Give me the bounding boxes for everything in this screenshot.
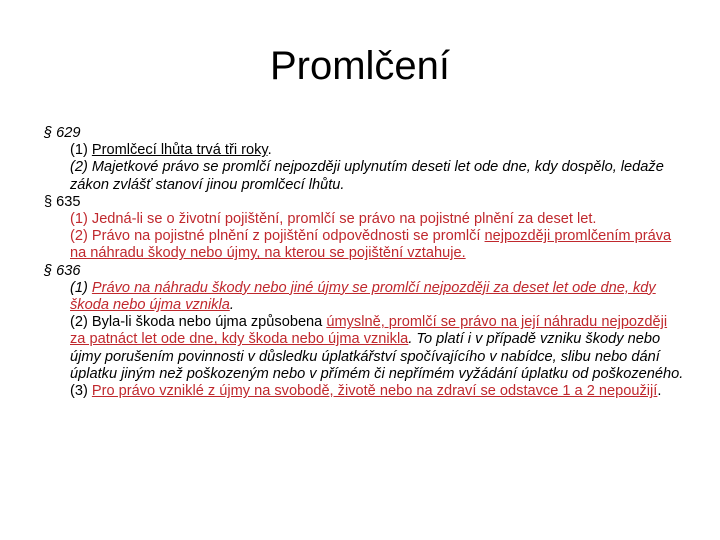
slide-title: Promlčení [269,44,451,88]
slide-body [44,125,684,400]
section-629-paragraph-1 [70,142,684,159]
highlighted-text: Promlčecí lhůta trvá tři roky [91,142,268,159]
paragraph-text: (2) Byla-li škoda nebo újma způsobena [70,314,327,331]
section-629-heading: § 629 [44,125,81,141]
section-636-paragraph-3 [70,383,684,400]
highlighted-text: úmyslně, promlčí se právo na její náhradu nejpozději za patnáct let ode dne, kdy škoda nebo újma vznikla [70,314,668,348]
section-635-paragraph-2 [70,228,684,262]
paragraph-continuation: . To platí i v případě vzniku škody nebo újmy porušením povinnosti v důsledku úplatkářství spočívajícího v nabídce, slibu nebo dání úplatku jiným než poškozeným nebo v přímém či nepřímém vyžádání úplatku od poškozeného. [70,331,684,382]
section-629-paragraph-2: (2) Majetkové právo se promlčí nejpozději uplynutím deseti let ode dne, kdy dospělo, ledaže zákon zvlášť stanoví jinou promlčecí lhůtu. [70,159,664,193]
section-636-paragraph-2 [70,314,684,383]
section-636-heading: § 636 [44,262,81,279]
paragraph-number: (1) [70,142,92,159]
highlighted-text: Právo na náhradu škody nebo jiné újmy se promlčí nejpozději za deset let ode dne, kdy škoda nebo újma vznikla [70,279,656,314]
section-635-heading: § 635 [44,193,81,210]
section-636-paragraph-1 [70,280,684,314]
paragraph-text: (2) Právo na pojistné plnění z pojištění odpovědnosti se promlčí [70,228,485,245]
section-635-paragraph-1: (1) Jedná-li se o životní pojištění, promlčí se právo na pojistné plnění za deset let. [70,211,597,228]
paragraph-end: . [267,142,272,159]
paragraph-end: . [229,297,234,314]
paragraph-end: . [657,383,662,400]
highlighted-text: Pro právo vzniklé z újmy na svobodě, životě nebo na zdraví se odstavce 1 a 2 nepoužijí [91,383,658,400]
paragraph-number: (1) [70,279,92,296]
paragraph-number: (3) [70,383,92,400]
highlighted-text: nejpozději promlčením práva na náhradu škody nebo újmy, na kterou se pojištění vztahuje. [70,228,672,262]
